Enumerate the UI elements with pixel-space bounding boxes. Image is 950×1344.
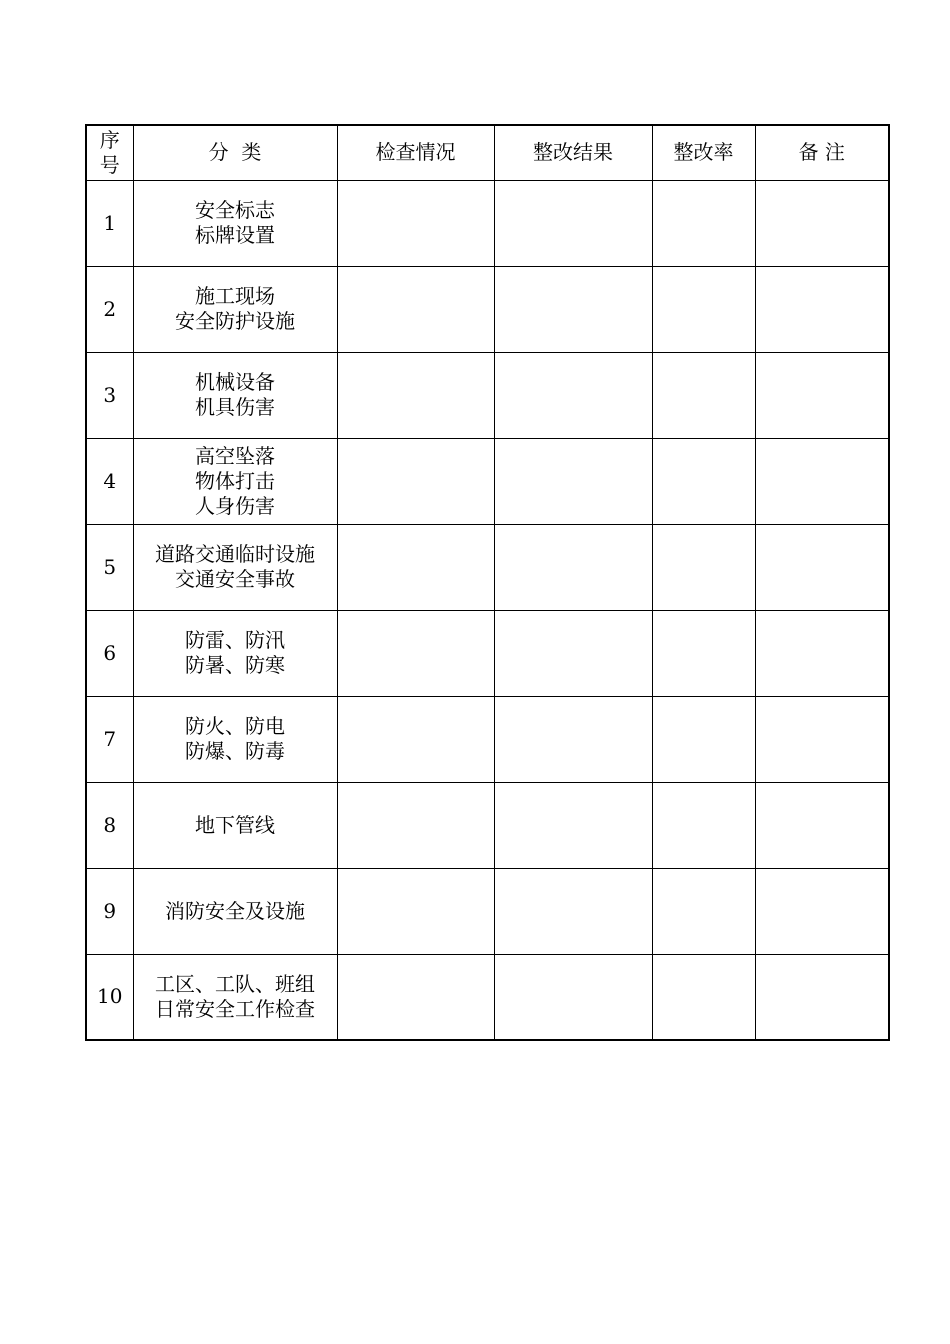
- row-category: [133, 352, 337, 438]
- header-row: [86, 125, 889, 180]
- rate-cell: [652, 868, 755, 954]
- inspection-cell: [337, 438, 494, 524]
- remarks-cell: [755, 352, 889, 438]
- rate-cell: [652, 610, 755, 696]
- row-index: 5: [86, 524, 133, 610]
- inspection-cell: [337, 266, 494, 352]
- result-cell: [494, 696, 652, 782]
- result-cell: [494, 524, 652, 610]
- remarks-cell: [755, 954, 889, 1040]
- row-category: [133, 868, 337, 954]
- inspection-cell: [337, 696, 494, 782]
- rate-cell: [652, 180, 755, 266]
- table-row: [86, 438, 889, 524]
- header-rectification-result: 整改结果: [494, 125, 652, 180]
- inspection-cell: [337, 868, 494, 954]
- table-row: [86, 782, 889, 868]
- category-line: 防火、防电: [185, 714, 285, 738]
- row-index: 9: [86, 868, 133, 954]
- remarks-cell: [755, 266, 889, 352]
- table-body: [86, 180, 889, 1040]
- header-index: [86, 125, 133, 180]
- category-line: 物体打击: [195, 468, 275, 493]
- result-cell: [494, 438, 652, 524]
- category-line: 防雷、防汛: [185, 628, 285, 652]
- category-line: 工区、工队、班组: [155, 971, 315, 996]
- row-index: 4: [86, 438, 133, 524]
- remarks-cell: [755, 524, 889, 610]
- row-index: 8: [86, 782, 133, 868]
- remarks-cell: [755, 610, 889, 696]
- row-index: 7: [86, 696, 133, 782]
- remarks-cell: [755, 180, 889, 266]
- result-cell: [494, 868, 652, 954]
- category-line: 安全标志: [195, 198, 275, 222]
- rate-cell: [652, 696, 755, 782]
- rate-cell: [652, 438, 755, 524]
- category-line: 人身伤害: [195, 493, 275, 518]
- category-line: 施工现场: [195, 284, 275, 308]
- category-line: 交通安全事故: [175, 567, 295, 591]
- row-category: [133, 954, 337, 1040]
- inspection-cell: [337, 352, 494, 438]
- header-remarks: 备 注: [755, 125, 889, 180]
- table-row: [86, 868, 889, 954]
- category-line: 消防安全及设施: [165, 898, 305, 923]
- row-category: [133, 438, 337, 524]
- category-line: 安全防护设施: [175, 309, 295, 333]
- header-rectification-rate: 整改率: [652, 125, 755, 180]
- result-cell: [494, 782, 652, 868]
- row-index: 3: [86, 352, 133, 438]
- row-category: [133, 524, 337, 610]
- row-index: 2: [86, 266, 133, 352]
- rate-cell: [652, 954, 755, 1040]
- row-category: [133, 180, 337, 266]
- remarks-cell: [755, 868, 889, 954]
- result-cell: [494, 266, 652, 352]
- header-index-line-2: 号: [99, 152, 120, 177]
- rate-cell: [652, 266, 755, 352]
- header-index-line-1: 序: [99, 127, 120, 152]
- remarks-cell: [755, 438, 889, 524]
- inspection-cell: [337, 524, 494, 610]
- result-cell: [494, 352, 652, 438]
- remarks-cell: [755, 696, 889, 782]
- table-row: [86, 352, 889, 438]
- remarks-cell: [755, 782, 889, 868]
- row-category: [133, 610, 337, 696]
- row-index: 10: [86, 954, 133, 1040]
- safety-inspection-table: [85, 124, 890, 1041]
- category-line: 道路交通临时设施: [155, 542, 315, 566]
- table-row: [86, 524, 889, 610]
- inspection-cell: [337, 954, 494, 1040]
- category-line: 标牌设置: [195, 223, 275, 247]
- row-index: 6: [86, 610, 133, 696]
- category-line: 防暑、防寒: [185, 653, 285, 677]
- table-row: [86, 610, 889, 696]
- header-category: [133, 125, 337, 180]
- category-line: 高空坠落: [195, 443, 275, 468]
- category-line: 机械设备: [195, 370, 275, 394]
- rate-cell: [652, 524, 755, 610]
- category-line: 日常安全工作检查: [155, 996, 315, 1021]
- category-line: 机具伤害: [195, 395, 275, 419]
- rate-cell: [652, 782, 755, 868]
- inspection-cell: [337, 180, 494, 266]
- header-inspection: 检查情况: [337, 125, 494, 180]
- result-cell: [494, 180, 652, 266]
- table-row: [86, 954, 889, 1040]
- result-cell: [494, 610, 652, 696]
- rate-cell: [652, 352, 755, 438]
- row-category: [133, 782, 337, 868]
- category-line: 地下管线: [195, 812, 275, 837]
- result-cell: [494, 954, 652, 1040]
- inspection-cell: [337, 782, 494, 868]
- row-index: 1: [86, 180, 133, 266]
- inspection-cell: [337, 610, 494, 696]
- table-row: [86, 266, 889, 352]
- table-row: [86, 180, 889, 266]
- table-row: [86, 696, 889, 782]
- category-line: 防爆、防毒: [185, 739, 285, 763]
- row-category: [133, 266, 337, 352]
- row-category: [133, 696, 337, 782]
- header-category-label: 分 类: [208, 140, 262, 165]
